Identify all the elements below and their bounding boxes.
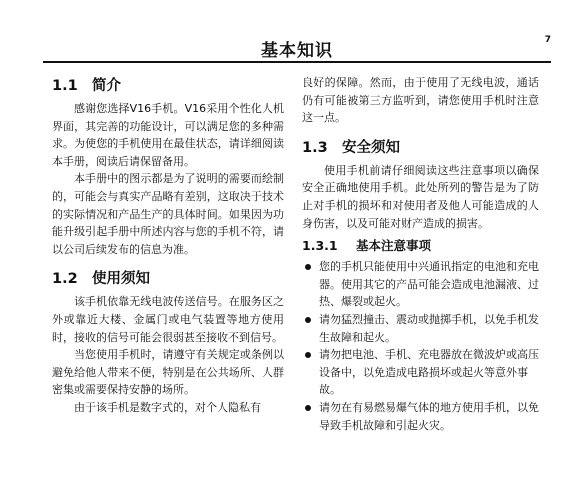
list-item: 您的手机只能使用中兴通讯指定的电池和充电器。使用其它的产品可能会造成电池漏液、过热、爆裂或起火。 <box>302 258 539 311</box>
section-number: 1.2 <box>52 271 78 288</box>
section-title: 简介 <box>92 78 121 94</box>
section-heading-1-3 <box>302 138 539 158</box>
precaution-list <box>302 258 539 434</box>
bullet-icon <box>305 264 311 270</box>
section-number: 1.1 <box>52 78 78 94</box>
chapter-title: 基本知识 <box>261 41 333 61</box>
paragraph: 由于该手机是数字式的，对个人隐私有 <box>74 400 261 414</box>
page-number: 7 <box>544 35 551 45</box>
header-rule <box>43 61 551 63</box>
list-item: 请勿在有易燃易爆气体的地方使用手机，以免导致手机故障和引起火灾。 <box>302 399 539 434</box>
subsection-number: 1.3.1 <box>302 238 338 254</box>
section-heading-1-2 <box>52 269 284 289</box>
section-number: 1.3 <box>302 139 328 156</box>
page-header <box>43 36 551 60</box>
paragraph-continued: 良好的保障。然而，由于使用了无线电波，通话仍有可能被第三方监听到，请您使用手机时注意这一点。 <box>302 76 539 125</box>
paragraph: 本手册中的图示都是为了说明的需要而绘制的，可能会与真实产品略有差别，这取决于技术的实际情况和产品生产的具体时间。如果因为功能升级引起手册中所述内容与您的手机不符，请以公司后续发布的信息为准。 <box>52 172 284 256</box>
list-item: 请勿把电池、手机、充电器放在微波炉或高压设备中，以免造成电路损坏或起火等意外事故。 <box>302 346 539 399</box>
subsection-heading-1-3-1 <box>302 237 539 255</box>
section-title: 使用须知 <box>92 271 150 288</box>
paragraph: 当您使用手机时，请遵守有关规定或条例以避免给他人带来不便，特别是在公共场所、人群密集或需要保持安静的场所。 <box>52 348 284 397</box>
right-column <box>302 74 539 434</box>
bullet-icon <box>305 405 311 411</box>
section-heading-1-1 <box>52 76 284 96</box>
section-title: 安全须知 <box>342 139 400 156</box>
left-column <box>52 74 284 417</box>
list-item: 请勿猛烈撞击、震动或抛掷手机，以免手机发生故障和起火。 <box>302 311 539 346</box>
bullet-icon <box>305 352 311 358</box>
paragraph: 使用手机前请仔细阅读这些注意事项以确保安全正确地使用手机。此处所列的警告是为了防止对手机的损坏和对使用者及他人可能造成的人身伤害，以及可能对财产造成的损害。 <box>302 163 539 230</box>
bullet-icon <box>305 317 311 323</box>
paragraph: 该手机依靠无线电波传送信号。在服务区之外或靠近大楼、金属门或电气装置等地方使用时，接收的信号可能会很弱甚至接收不到信号。 <box>52 295 284 344</box>
paragraph: 感谢您选择V16手机。V16采用个性化人机界面，其完善的功能设计，可以满足您的多种需求。为使您的手机使用在最佳状态，请详细阅读本手册，阅读后请保留备用。 <box>52 102 284 168</box>
subsection-title: 基本注意事项 <box>356 238 432 254</box>
